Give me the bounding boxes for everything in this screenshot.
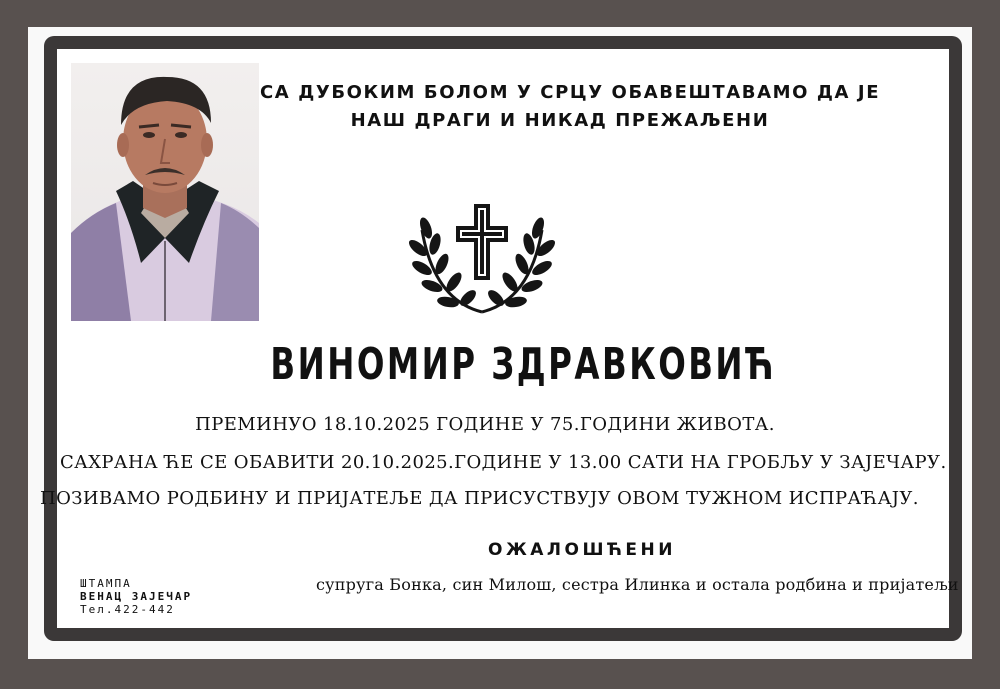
cross-with-laurel-icon	[404, 200, 560, 318]
portrait-photo	[71, 63, 259, 321]
printer-phone: Тел.422-442	[80, 603, 175, 616]
intro-line-2: НАШ ДРАГИ И НИКАД ПРЕЖАЉЕНИ	[350, 110, 770, 131]
invitation-line: ПОЗИВАМО РОДБИНУ И ПРИЈАТЕЉЕ ДА ПРИСУСТВУЈУ ОВОМ ТУЖНОМ ИСПРАЋАЈУ.	[40, 488, 919, 509]
printer-credit	[80, 577, 192, 616]
mourners-list: супруга Бонка, син Милош, сестра Илинка и остала родбина и пријатељи	[316, 575, 959, 594]
deceased-name: ВИНОМИР ЗДРАВКОВИЋ	[270, 339, 777, 390]
mourners-heading: ОЖАЛОШЋЕНИ	[488, 540, 676, 560]
death-date-line: ПРЕМИНУО 18.10.2025 ГОДИНЕ У 75.ГОДИНИ ЖИВОТА.	[195, 414, 775, 435]
printer-name: ВЕНАЦ ЗАЈЕЧАР	[80, 590, 193, 603]
intro-line-1: СА ДУБОКИМ БОЛОМ У СРЦУ ОБАВЕШТАВАМО ДА ЈЕ	[260, 82, 881, 103]
printer-label: ШТАМПА	[80, 577, 132, 590]
funeral-details-line: САХРАНА ЋЕ СЕ ОБАВИТИ 20.10.2025.ГОДИНЕ У 13.00 САТИ НА ГРОБЉУ У ЗАЈЕЧАРУ.	[60, 452, 947, 473]
